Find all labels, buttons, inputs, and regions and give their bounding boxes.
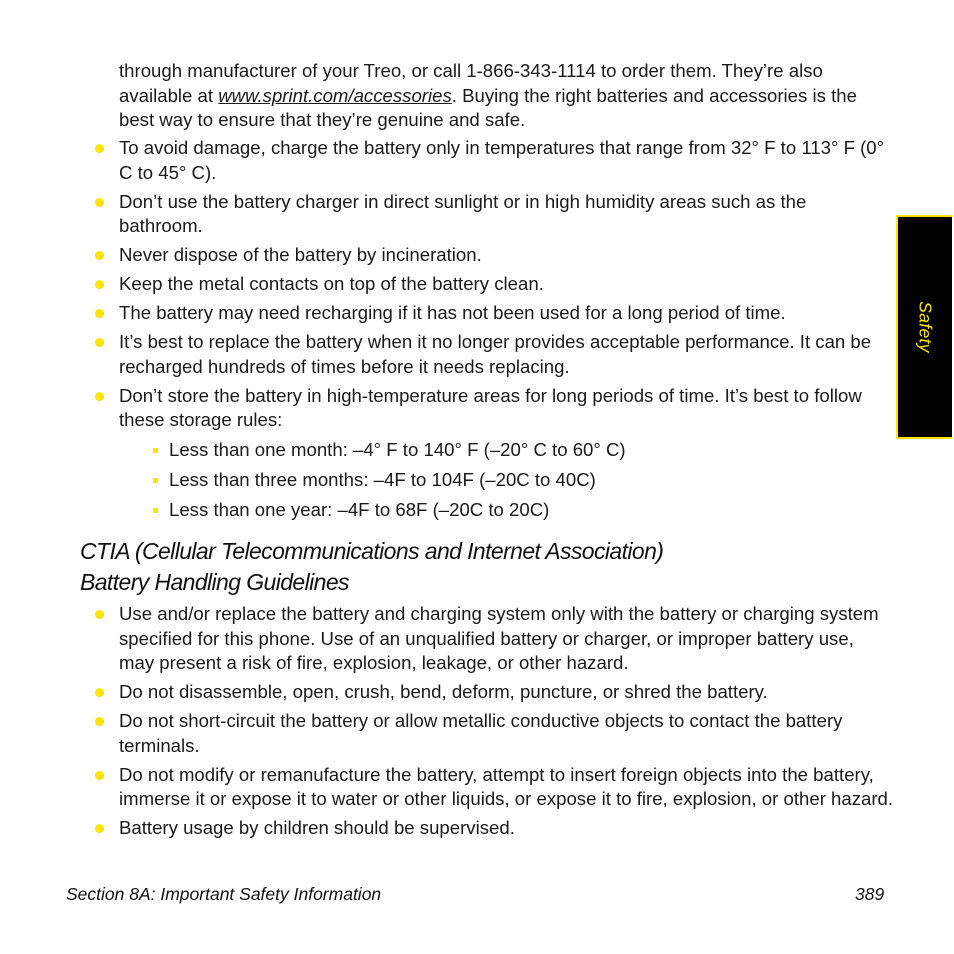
footer-section-title: Section 8A: Important Safety Information <box>66 884 382 904</box>
yellow-dot-bullet-icon <box>95 338 104 347</box>
heading-line-1: CTIA (Cellular Telecommunications and Internet Association) <box>80 538 664 564</box>
yellow-dot-bullet-icon <box>95 610 104 619</box>
sub-list-item <box>119 498 894 523</box>
list-item <box>0 330 894 379</box>
yellow-dot-bullet-icon <box>95 717 104 726</box>
list-item-text: Do not disassemble, open, crush, bend, deform, puncture, or shred the battery. <box>119 681 768 702</box>
accessories-link[interactable]: www.sprint.com/accessories <box>218 84 452 106</box>
continuation-paragraph <box>119 59 894 133</box>
yellow-dot-bullet-icon <box>95 198 104 207</box>
yellow-square-bullet-icon <box>153 478 158 483</box>
list-item <box>0 301 894 326</box>
continuation-text-before: through manufacturer of your Treo, or call 1-866-343-1114 to order them. They’re also available at <box>119 60 823 106</box>
continuation-text-after: . Buying the right batteries and accessories is the best way to ensure that they’re genuine and safe. <box>119 84 857 130</box>
list-item-text: Don’t store the battery in high-temperature areas for long periods of time. It’s best to follow these storage rules: <box>119 384 862 430</box>
safety-section-tab[interactable] <box>896 215 952 439</box>
yellow-dot-bullet-icon <box>95 824 104 833</box>
sub-list-item-text: Less than one year: –4F to 68F (–20C to 20C) <box>169 498 550 520</box>
list-item-text: Use and/or replace the battery and charging system only with the battery or charging system specified for this phone. Use of an unqualified battery or charger, or improper battery use, may present a risk of fire, explosion, leakage, or other hazard. <box>119 603 879 673</box>
yellow-dot-bullet-icon <box>95 280 104 289</box>
yellow-square-bullet-icon <box>153 448 158 453</box>
heading-line-2: Battery Handling Guidelines <box>80 569 349 595</box>
list-item-text: It’s best to replace the battery when it no longer provides acceptable performance. It can be recharged hundreds of times before it needs replacing. <box>119 331 872 377</box>
list-item <box>0 190 894 239</box>
section-heading <box>80 536 780 598</box>
yellow-dot-bullet-icon <box>95 771 104 780</box>
side-tab-label: Safety <box>915 301 936 353</box>
list-item <box>0 602 894 676</box>
list-item-text: Battery usage by children should be supervised. <box>119 817 515 838</box>
sub-list-item <box>119 468 894 493</box>
sub-list-item <box>119 438 894 463</box>
ctia-guidelines-list <box>0 602 900 845</box>
list-item <box>0 709 894 758</box>
battery-care-list <box>0 136 900 528</box>
list-item <box>0 763 894 812</box>
list-item <box>0 136 894 185</box>
list-item <box>0 384 894 523</box>
yellow-square-bullet-icon <box>153 508 158 513</box>
list-item <box>0 816 894 841</box>
yellow-dot-bullet-icon <box>95 309 104 318</box>
list-item <box>0 243 894 268</box>
list-item-text: To avoid damage, charge the battery only in temperatures that range from 32° F to 113° F (0° C to 45° C). <box>119 137 885 183</box>
sub-list-item-text: Less than one month: –4° F to 140° F (–20° C to 60° C) <box>169 438 626 460</box>
list-item-text: Don’t use the battery charger in direct sunlight or in high humidity areas such as the bathroom. <box>119 190 807 236</box>
list-item-text: Keep the metal contacts on top of the battery clean. <box>119 273 544 294</box>
footer-page-number: 389 <box>855 884 885 904</box>
list-item-text: The battery may need recharging if it has not been used for a long period of time. <box>119 302 786 323</box>
yellow-dot-bullet-icon <box>95 392 104 401</box>
list-item <box>0 680 894 705</box>
yellow-dot-bullet-icon <box>95 144 104 153</box>
sub-list-item-text: Less than three months: –4F to 104F (–20C to 40C) <box>169 468 596 490</box>
list-item-text: Do not short-circuit the battery or allow metallic conductive objects to contact the battery terminals. <box>119 710 843 756</box>
yellow-dot-bullet-icon <box>95 251 104 260</box>
storage-rules-list <box>119 438 894 523</box>
list-item-text: Never dispose of the battery by incineration. <box>119 244 482 265</box>
list-item <box>0 272 894 297</box>
list-item-text: Do not modify or remanufacture the battery, attempt to insert foreign objects into the battery, immerse it or expose it to water or other liquids, or expose it to fire, explosion, or other hazard. <box>119 763 894 809</box>
yellow-dot-bullet-icon <box>95 688 104 697</box>
